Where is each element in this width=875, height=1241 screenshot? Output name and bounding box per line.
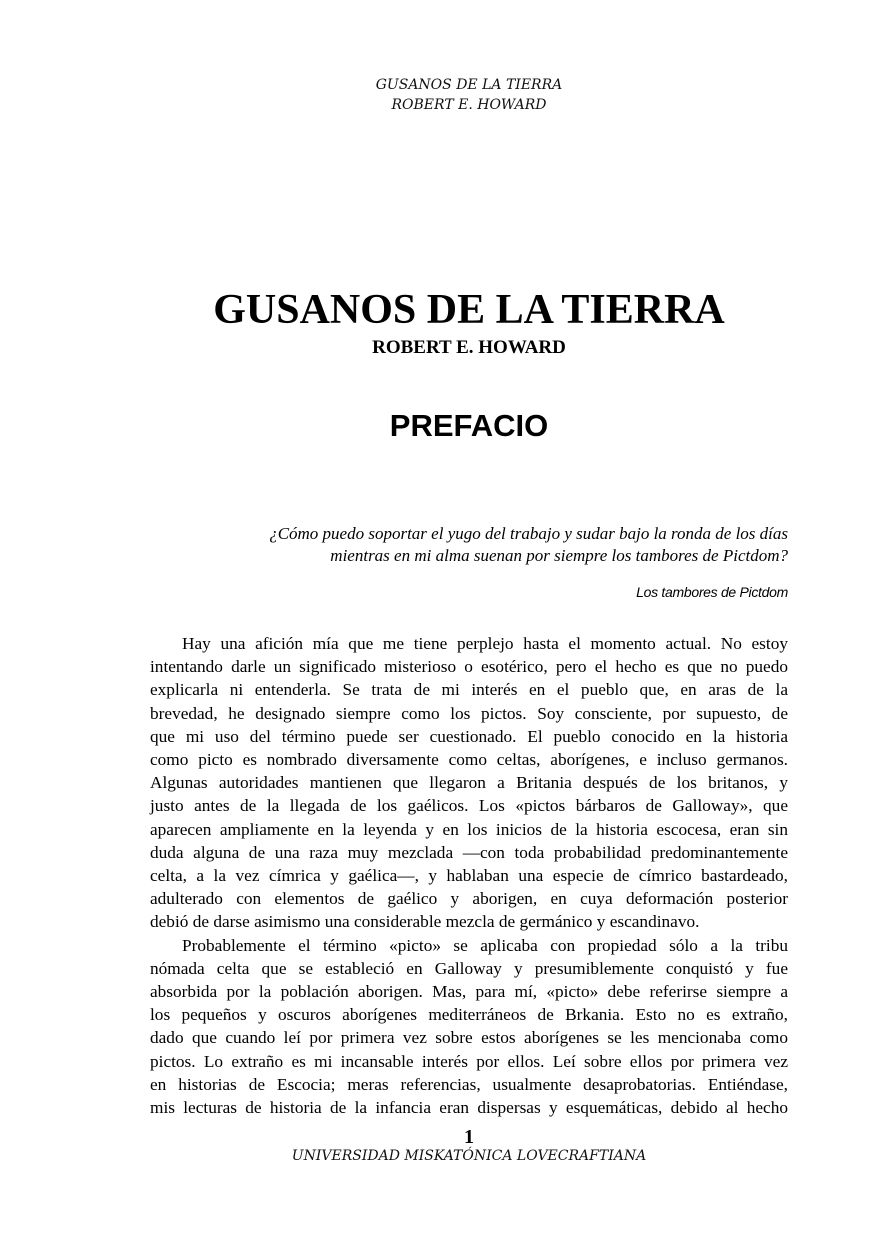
page-number: 1: [464, 1126, 474, 1148]
text-line: mis lecturas de historia de la infancia eran dispersas y esquemáticas, debido al hecho: [150, 1098, 788, 1118]
epigraph-quote: [150, 523, 788, 567]
text-line: brevedad, he designado siempre como los pictos. Soy consciente, por supuesto, de: [150, 703, 788, 723]
book-author: ROBERT E. HOWARD: [372, 337, 566, 358]
epigraph: [150, 523, 788, 601]
text-line: aparecen ampliamente en la leyenda y en los inicios de la historia escocesa, eran sin: [150, 819, 788, 839]
running-header-author: ROBERT E. HOWARD: [391, 97, 547, 113]
text-line: celta, a la vez címrica y gaélica—, y hablaban una especie de címrico bastardeado,: [150, 866, 788, 886]
text-line: que mi uso del término puede ser cuestionado. El pueblo conocido en la historia: [150, 726, 788, 746]
text-line: absorbida por la población aborigen. Mas, para mí, «picto» debe referirse siempre a: [150, 982, 788, 1002]
text-line: los pequeños y oscuros aborígenes mediterráneos de Brkania. Esto no es extraño,: [150, 1005, 788, 1025]
text-line: en historias de Escocia; meras referencias, usualmente desaprobatorias. Entiéndase,: [150, 1074, 788, 1094]
text-line: pictos. Lo extraño es mi incansable interés por ellos. Leí sobre ellos por primera vez: [150, 1051, 788, 1071]
title-block: [0, 284, 875, 360]
text-line: adulterado con elementos de gaélico y aborigen, en cuya deformación posterior: [150, 889, 788, 909]
text-line: debió de darse asimismo una considerable mezcla de germánico y escandinavo.: [150, 912, 700, 932]
running-header-title: GUSANOS DE LA TIERRA: [375, 77, 563, 93]
text-line: duda alguna de una raza muy mezclada —con toda probabilidad predominantemente: [150, 842, 788, 862]
text-line: como picto es nombrado diversamente como celtas, aborígenes, e incluso germanos.: [150, 750, 788, 770]
paragraph: [150, 934, 788, 1120]
text-line: Hay una afición mía que me tiene perplejo hasta el momento actual. No estoy: [182, 634, 788, 653]
book-title: GUSANOS DE LA TIERRA: [213, 287, 725, 333]
text-line: Algunas autoridades mantienen que llegaron a Britania después de los britanos, y: [150, 773, 788, 793]
epigraph-line: mientras en mi alma suenan por siempre los tambores de Pictdom?: [330, 546, 788, 565]
running-header: [0, 75, 875, 115]
text-line: nómada celta que se estableció en Galloway y presumiblemente conquistó y fue: [150, 958, 788, 978]
chapter-title: PREFACIO: [389, 408, 549, 443]
epigraph-source: Los tambores de Pictdom: [636, 584, 788, 600]
text-line: intentando darle un significado misterioso o esotérico, pero el hecho es que no puedo: [150, 657, 788, 677]
paragraph: [150, 632, 788, 934]
body-text: [150, 632, 788, 1119]
text-line: Probablemente el término «picto» se aplicaba con propiedad sólo a la tribu: [182, 935, 788, 955]
text-line: dado que cuando leí por primera vez sobre estos aborígenes se les mencionaba como: [150, 1028, 788, 1048]
text-line: explicarla ni entenderla. Se trata de mi interés en el pueblo que, en aras de la: [150, 680, 788, 700]
text-line: justo antes de la llegada de los gaélicos. Los «pictos bárbaros de Galloway», que: [150, 796, 788, 816]
epigraph-line: ¿Cómo puedo soportar el yugo del trabajo y sudar bajo la ronda de los días: [269, 524, 788, 543]
page-footer: UNIVERSIDAD MISKATÓNICA LOVECRAFTIANA: [291, 1148, 647, 1164]
